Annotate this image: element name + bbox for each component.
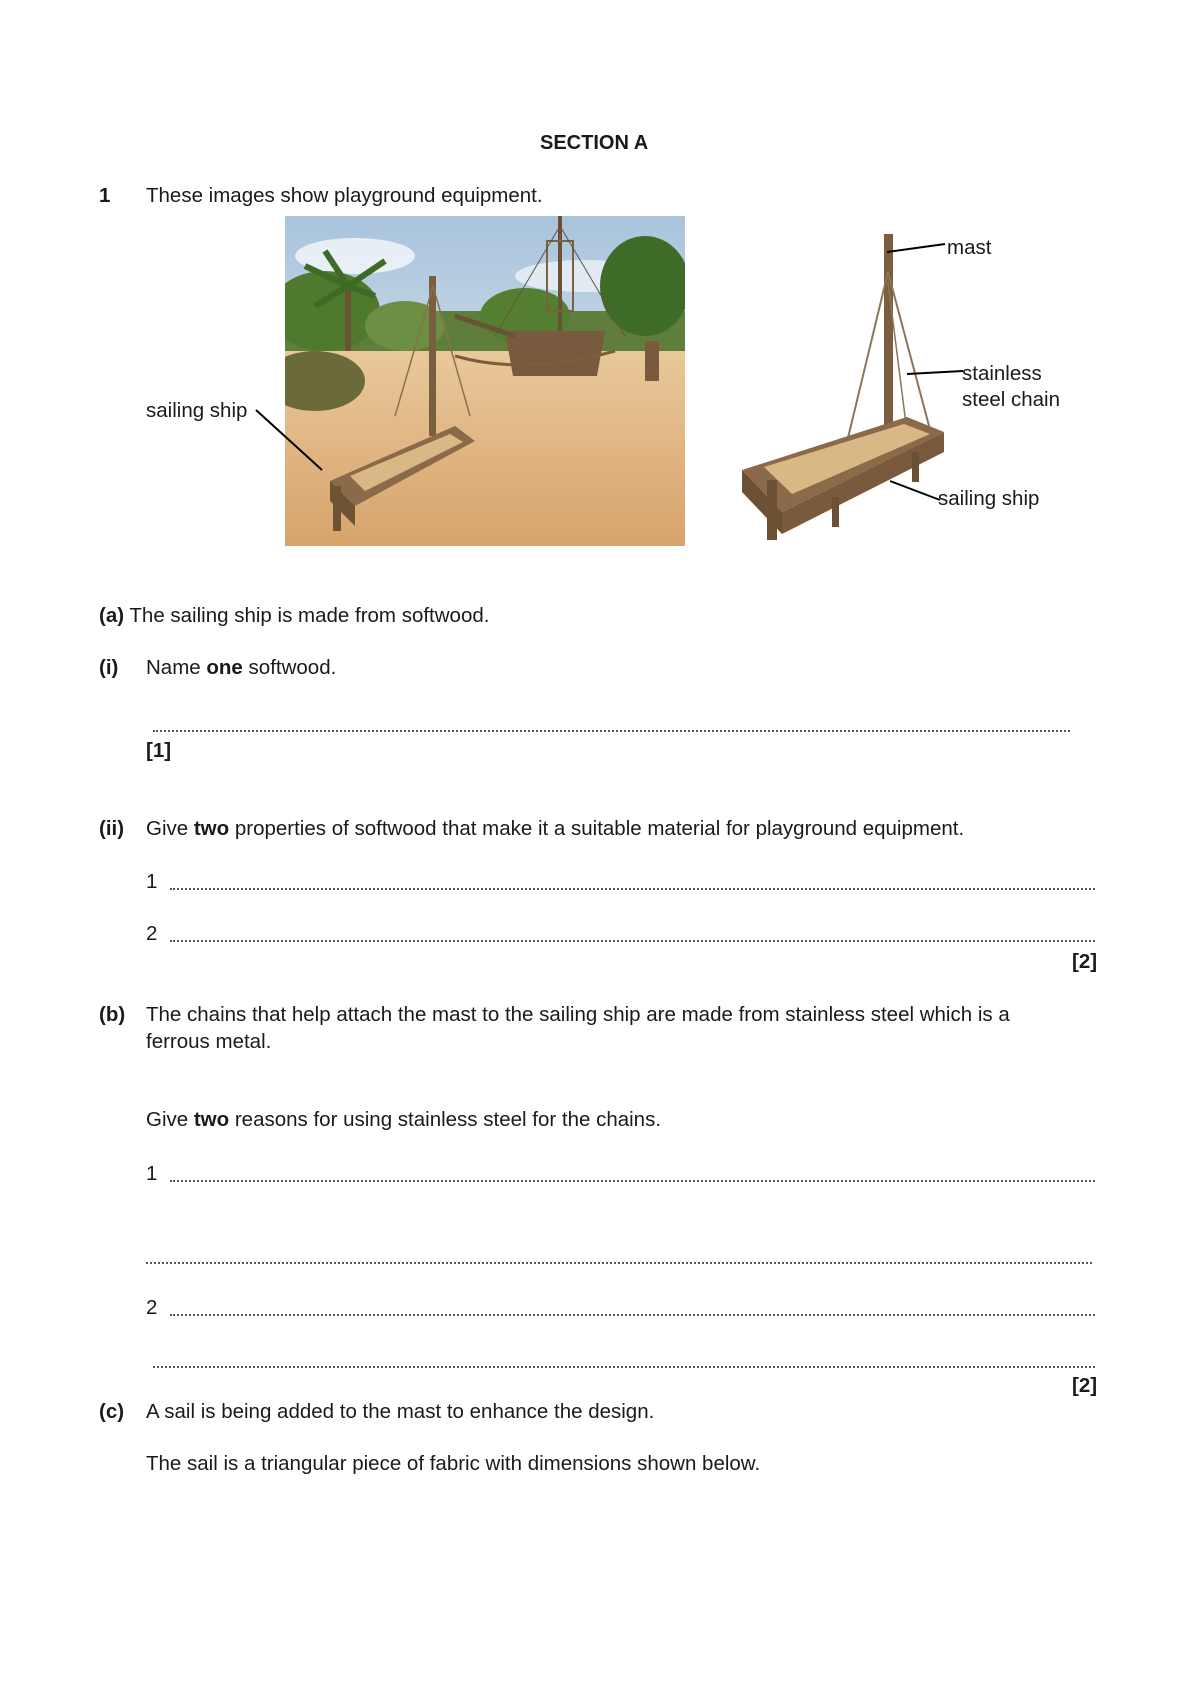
part-a-ii-question: [146, 817, 964, 841]
part-b-text-before: Give: [146, 1108, 194, 1131]
photo-leader-line: [250, 405, 330, 475]
marks-b: [2]: [1072, 1374, 1098, 1397]
answer-line-a-i[interactable]: [153, 730, 1070, 732]
part-a-i-question: [146, 656, 336, 680]
part-a-i-text-after: softwood.: [242, 656, 337, 679]
answer-line-b-2b[interactable]: [153, 1366, 1095, 1368]
answer-line-b-2a[interactable]: [170, 1314, 1095, 1316]
part-b-stem-line1: The chains that help attach the mast to the sailing ship are made from stainless steel which is a: [146, 1003, 1010, 1026]
diagram-label-chain-line2: steel chain: [962, 388, 1061, 411]
photo-label-sailing-ship: sailing ship: [146, 399, 248, 422]
part-a-ii-text-after: properties of softwood that make it a suitable material for playground equipment.: [229, 817, 965, 840]
part-a-ii-label: (ii): [99, 817, 125, 840]
chain-leader-line: [905, 364, 965, 384]
playground-photo-graphic: [285, 216, 685, 546]
answer-line-a-ii-1[interactable]: [170, 888, 1095, 890]
part-c-text: The sail is a triangular piece of fabric with dimensions shown below.: [146, 1452, 761, 1475]
answer-line-b-1a[interactable]: [170, 1180, 1095, 1182]
part-a-text: The sailing ship is made from softwood.: [129, 604, 490, 627]
mast-leader-line: [885, 238, 950, 258]
question-number: 1: [99, 184, 111, 207]
marks-a-ii: [2]: [1072, 950, 1098, 973]
part-b-text-after: reasons for using stainless steel for the chains.: [229, 1108, 662, 1131]
part-a-i-text-bold: one: [206, 656, 243, 679]
diagram-label-sailing-ship: sailing ship: [938, 487, 1040, 510]
answer-line-b-1b[interactable]: [146, 1262, 1092, 1264]
part-c-label: (c): [99, 1400, 125, 1423]
answer-number-b-2: 2: [146, 1296, 158, 1319]
part-b-text-bold: two: [193, 1108, 230, 1131]
answer-number-a-ii-2: 2: [146, 922, 158, 945]
part-a-ii-text-bold: two: [193, 817, 230, 840]
part-a-i-text-before: Name: [146, 656, 207, 679]
part-a-ii-text-before: Give: [146, 817, 194, 840]
question-intro: These images show playground equipment.: [146, 184, 543, 207]
diagram-label-chain-line1: stainless: [962, 362, 1042, 385]
part-b-question: [146, 1108, 661, 1132]
part-b-label: (b): [99, 1003, 126, 1026]
part-a-i-label: (i): [99, 656, 119, 679]
answer-line-a-ii-2[interactable]: [170, 940, 1095, 942]
diagram-label-mast: mast: [947, 236, 992, 259]
ship-leader-line: [888, 478, 943, 508]
marks-a-i: [1]: [146, 739, 172, 762]
playground-photo: [285, 216, 685, 546]
part-c-stem: A sail is being added to the mast to enhance the design.: [146, 1400, 655, 1423]
part-a-stem: [99, 604, 489, 628]
part-b-stem-line2: ferrous metal.: [146, 1030, 272, 1053]
part-a-label: (a): [99, 604, 125, 627]
section-title: SECTION A: [540, 132, 649, 154]
answer-number-b-1: 1: [146, 1162, 158, 1185]
answer-number-a-ii-1: 1: [146, 870, 158, 893]
